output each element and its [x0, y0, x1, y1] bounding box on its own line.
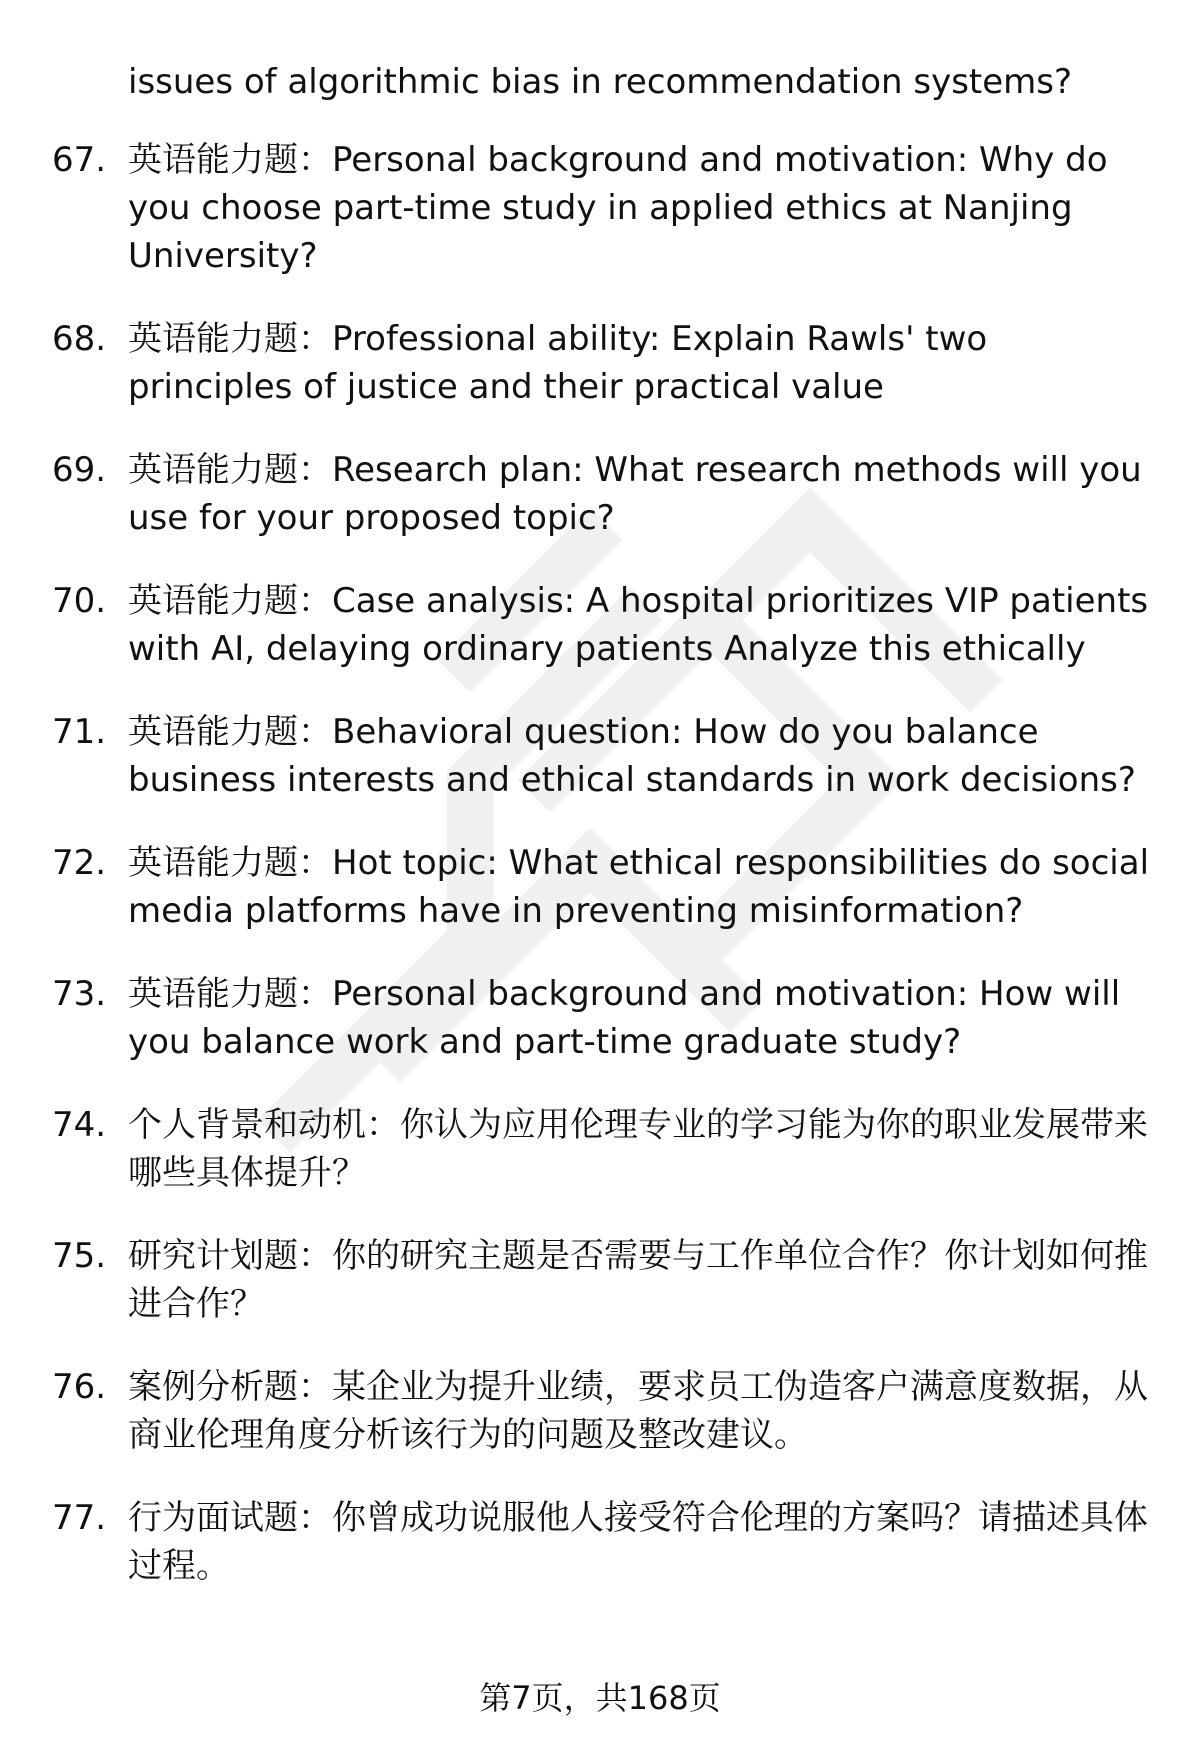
question-text: 英语能力题：Case analysis: A hospital prioritizes VIP patients with AI, delaying ordinary patients Analyze this ethically — [128, 581, 1149, 669]
question-item — [0, 1101, 1200, 1197]
page-footer: 第7页，共168页 — [479, 1679, 721, 1717]
question-item — [0, 970, 1200, 1066]
question-text: 英语能力题：Hot topic: What ethical responsibilities do social media platforms have in preventing misinformation? — [128, 843, 1150, 931]
question-text: 英语能力题：Personal background and motivation: How will you balance work and part-time graduate study? — [128, 974, 1121, 1062]
question-item — [0, 136, 1200, 280]
question-item — [0, 1232, 1200, 1328]
question-item — [0, 446, 1200, 542]
question-number: 69. — [52, 450, 107, 490]
question-number: 67. — [52, 140, 107, 180]
question-list — [0, 136, 1200, 1625]
question-item — [0, 1363, 1200, 1459]
question-number: 74. — [52, 1105, 107, 1145]
question-number: 77. — [52, 1498, 107, 1538]
question-number: 68. — [52, 319, 107, 359]
question-item — [0, 839, 1200, 935]
question-text: 案例分析题：某企业为提升业绩，要求员工伪造客户满意度数据，从商业伦理角度分析该行为的问题及整改建议。 — [128, 1367, 1148, 1455]
question-text: 英语能力题：Behavioral question: How do you balance business interests and ethical standards in work decisions? — [128, 712, 1136, 800]
question-text: 英语能力题：Research plan: What research methods will you use for your proposed topic? — [128, 450, 1142, 538]
question-number: 76. — [52, 1367, 107, 1407]
question-number: 75. — [52, 1236, 107, 1276]
question-number: 70. — [52, 581, 107, 621]
question-item — [0, 577, 1200, 673]
question-text: 英语能力题：Professional ability: Explain Rawls' two principles of justice and their practical value — [128, 319, 988, 407]
continued-question-text: issues of algorithmic bias in recommendation systems? — [128, 62, 1073, 102]
question-text: 个人背景和动机：你认为应用伦理专业的学习能为你的职业发展带来哪些具体提升？ — [128, 1105, 1148, 1193]
question-number: 71. — [52, 712, 107, 752]
question-item — [0, 315, 1200, 411]
question-number: 72. — [52, 843, 107, 883]
question-text: 行为面试题：你曾成功说服他人接受符合伦理的方案吗？请描述具体过程。 — [128, 1498, 1148, 1586]
question-item — [0, 708, 1200, 804]
question-item — [0, 1494, 1200, 1590]
question-number: 73. — [52, 974, 107, 1014]
question-text: 英语能力题：Personal background and motivation: Why do you choose part-time study in applied ethics at Nanjing University? — [128, 140, 1108, 276]
question-text: 研究计划题：你的研究主题是否需要与工作单位合作？你计划如何推进合作？ — [128, 1236, 1148, 1324]
